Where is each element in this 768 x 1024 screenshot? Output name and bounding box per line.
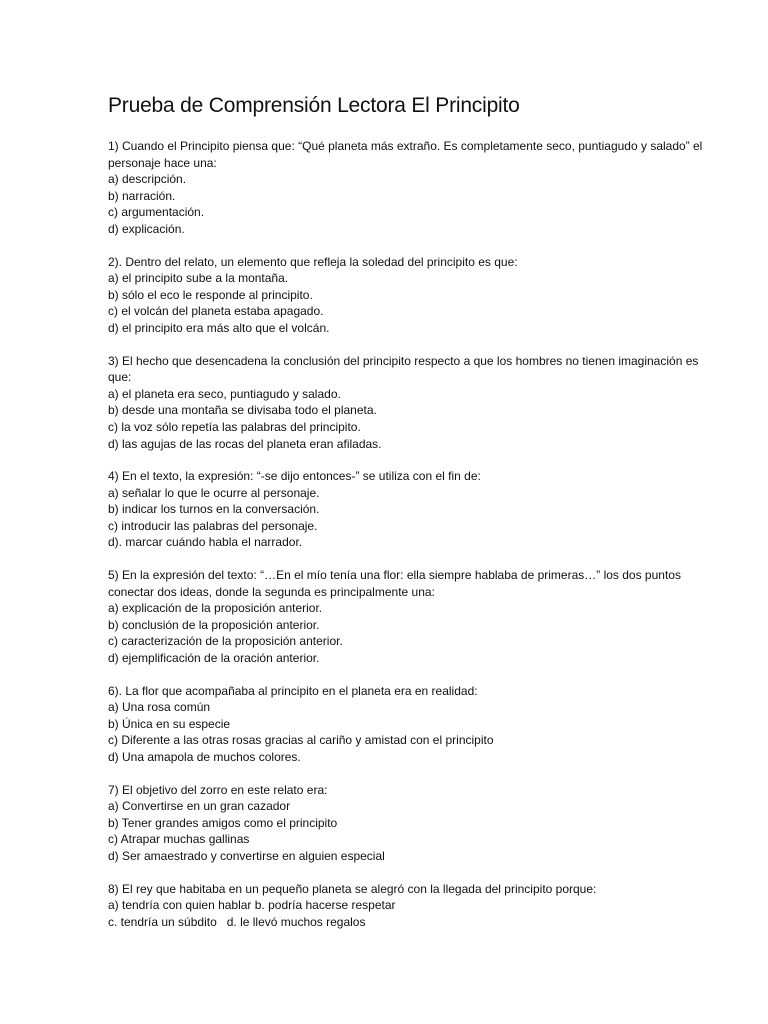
answer-option: d) el principito era más alto que el volcán. <box>108 320 330 335</box>
answer-option: c) la voz sólo repetía las palabras del principito. <box>108 419 361 434</box>
answer-option: b) conclusión de la proposición anterior. <box>108 617 320 632</box>
answer-option: c) el volcán del planeta estaba apagado. <box>108 304 324 319</box>
answer-option: a) Convertirse en un gran cazador <box>108 799 291 814</box>
answer-option: c. tendría un súbdito d. le llevó muchos regalos <box>108 914 366 929</box>
answer-option: a) explicación de la proposición anterior. <box>108 601 323 616</box>
answer-option: c) Atrapar muchas gallinas <box>108 832 250 847</box>
question-text: 1) Cuando el Principito piensa que: “Qué planeta más extraño. Es completamente seco, puntiagudo y salado” el personaje hace una: <box>108 139 706 170</box>
answer-option: a) descripción. <box>108 172 187 187</box>
question-block <box>108 683 708 766</box>
answer-option: b) desde una montaña se divisaba todo el planeta. <box>108 403 377 418</box>
question-block <box>108 353 708 453</box>
answer-option: d) Ser amaestrado y convertirse en alguien especial <box>108 848 385 863</box>
answer-option: a) Una rosa común <box>108 700 211 715</box>
answer-option: b) narración. <box>108 188 176 203</box>
answer-option: a) el planeta era seco, puntiagudo y salado. <box>108 386 341 401</box>
question-block <box>108 881 708 931</box>
question-text: 8) El rey que habitaba en un pequeño planeta se alegró con la llegada del principito porque: <box>108 881 597 896</box>
question-block <box>108 567 708 667</box>
document-page <box>108 92 708 946</box>
question-text: 2). Dentro del relato, un elemento que refleja la soledad del principito es que: <box>108 254 518 269</box>
question-block <box>108 782 708 865</box>
answer-option: c) Diferente a las otras rosas gracias al cariño y amistad con el principito <box>108 733 494 748</box>
question-text: 6). La flor que acompañaba al principito en el planeta era en realidad: <box>108 683 478 698</box>
answer-option: b) Tener grandes amigos como el principito <box>108 815 338 830</box>
answer-option: a) señalar lo que le ocurre al personaje. <box>108 485 320 500</box>
answer-option: a) el principito sube a la montaña. <box>108 271 289 286</box>
answer-option: c) introducir las palabras del personaje. <box>108 518 318 533</box>
answer-option: d) ejemplificación de la oración anterior. <box>108 651 320 666</box>
question-list <box>108 138 708 930</box>
answer-option: c) caracterización de la proposición anterior. <box>108 634 343 649</box>
page-title: Prueba de Comprensión Lectora El Principito <box>108 94 520 117</box>
answer-option: b) sólo el eco le responde al principito. <box>108 287 313 302</box>
question-block <box>108 138 708 238</box>
question-text: 5) En la expresión del texto: “…En el mío tenía una flor: ella siempre hablaba de primeras…” los dos puntos conectar dos ideas, donde la segunda es principalmente una: <box>108 568 685 599</box>
answer-option: d). marcar cuándo habla el narrador. <box>108 535 303 550</box>
answer-option: a) tendría con quien hablar b. podría hacerse respetar <box>108 898 396 913</box>
question-text: 4) En el texto, la expresión: “-se dijo entonces-” se utiliza con el fin de: <box>108 469 481 484</box>
question-block <box>108 254 708 337</box>
answer-option: d) explicación. <box>108 221 185 236</box>
answer-option: b) Única en su especie <box>108 716 231 731</box>
answer-option: d) las agujas de las rocas del planeta eran afiladas. <box>108 436 382 451</box>
question-text: 3) El hecho que desencadena la conclusión del principito respecto a que los hombres no tienen imaginación es que: <box>108 353 702 385</box>
answer-option: d) Una amapola de muchos colores. <box>108 750 301 764</box>
question-text: 7) El objetivo del zorro en este relato era: <box>108 782 328 797</box>
answer-option: b) indicar los turnos en la conversación. <box>108 502 320 517</box>
question-block <box>108 468 708 551</box>
answer-option: c) argumentación. <box>108 205 205 220</box>
